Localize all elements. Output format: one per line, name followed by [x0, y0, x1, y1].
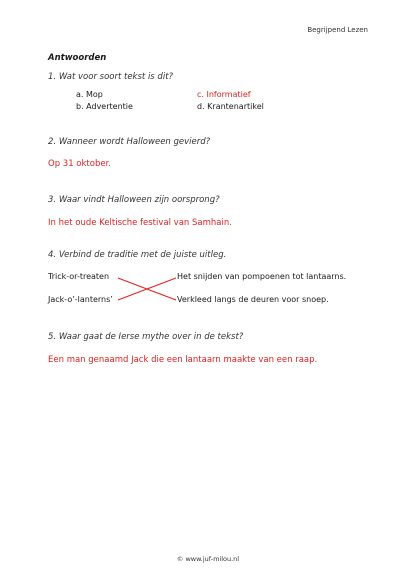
- question-number: 4.: [48, 250, 57, 260]
- option-b: b. Advertentie: [76, 102, 133, 111]
- option-d: d. Krantenartikel: [197, 102, 264, 111]
- match-left-1: Trick-or-treaten: [48, 272, 110, 281]
- match-left-2: Jack-o’-lanterns’: [48, 295, 113, 304]
- match-connector-lines: [116, 276, 178, 302]
- question-4: [48, 250, 226, 260]
- answer-3: In het oude Keltische festival van Samhain.: [48, 218, 232, 228]
- question-text: Wat voor soort tekst is dit?: [58, 72, 174, 82]
- question-number: 5.: [48, 332, 57, 342]
- question-text: Verbind de traditie met de juiste uitleg.: [58, 250, 227, 260]
- option-c-correct: c. Informatief: [197, 90, 251, 99]
- option-a: a. Mop: [76, 90, 103, 99]
- match-right-1: Het snijden van pompoenen tot lantaarns.: [177, 272, 347, 281]
- match-right-2: Verkleed langs de deuren voor snoep.: [177, 295, 329, 304]
- question-1: [48, 72, 173, 82]
- question-5: [48, 332, 243, 342]
- question-number: 3.: [48, 195, 57, 205]
- page-footer: © www.juf-milou.nl: [176, 555, 240, 563]
- question-text: Waar gaat de Ierse mythe over in de tekst?: [58, 332, 244, 342]
- answer-2: Op 31 oktober.: [48, 159, 112, 169]
- question-2: [48, 137, 210, 147]
- answer-5: Een man genaamd Jack die een lantaarn maakte van een raap.: [48, 355, 318, 365]
- question-text: Waar vindt Halloween zijn oorsprong?: [58, 195, 220, 205]
- page-title: Antwoorden: [48, 53, 107, 63]
- question-number: 1.: [48, 72, 57, 82]
- question-number: 2.: [48, 137, 57, 147]
- question-text: Wanneer wordt Halloween gevierd?: [58, 137, 211, 147]
- question-3: [48, 195, 220, 205]
- page-header-subject: Begrijpend Lezen: [307, 26, 368, 34]
